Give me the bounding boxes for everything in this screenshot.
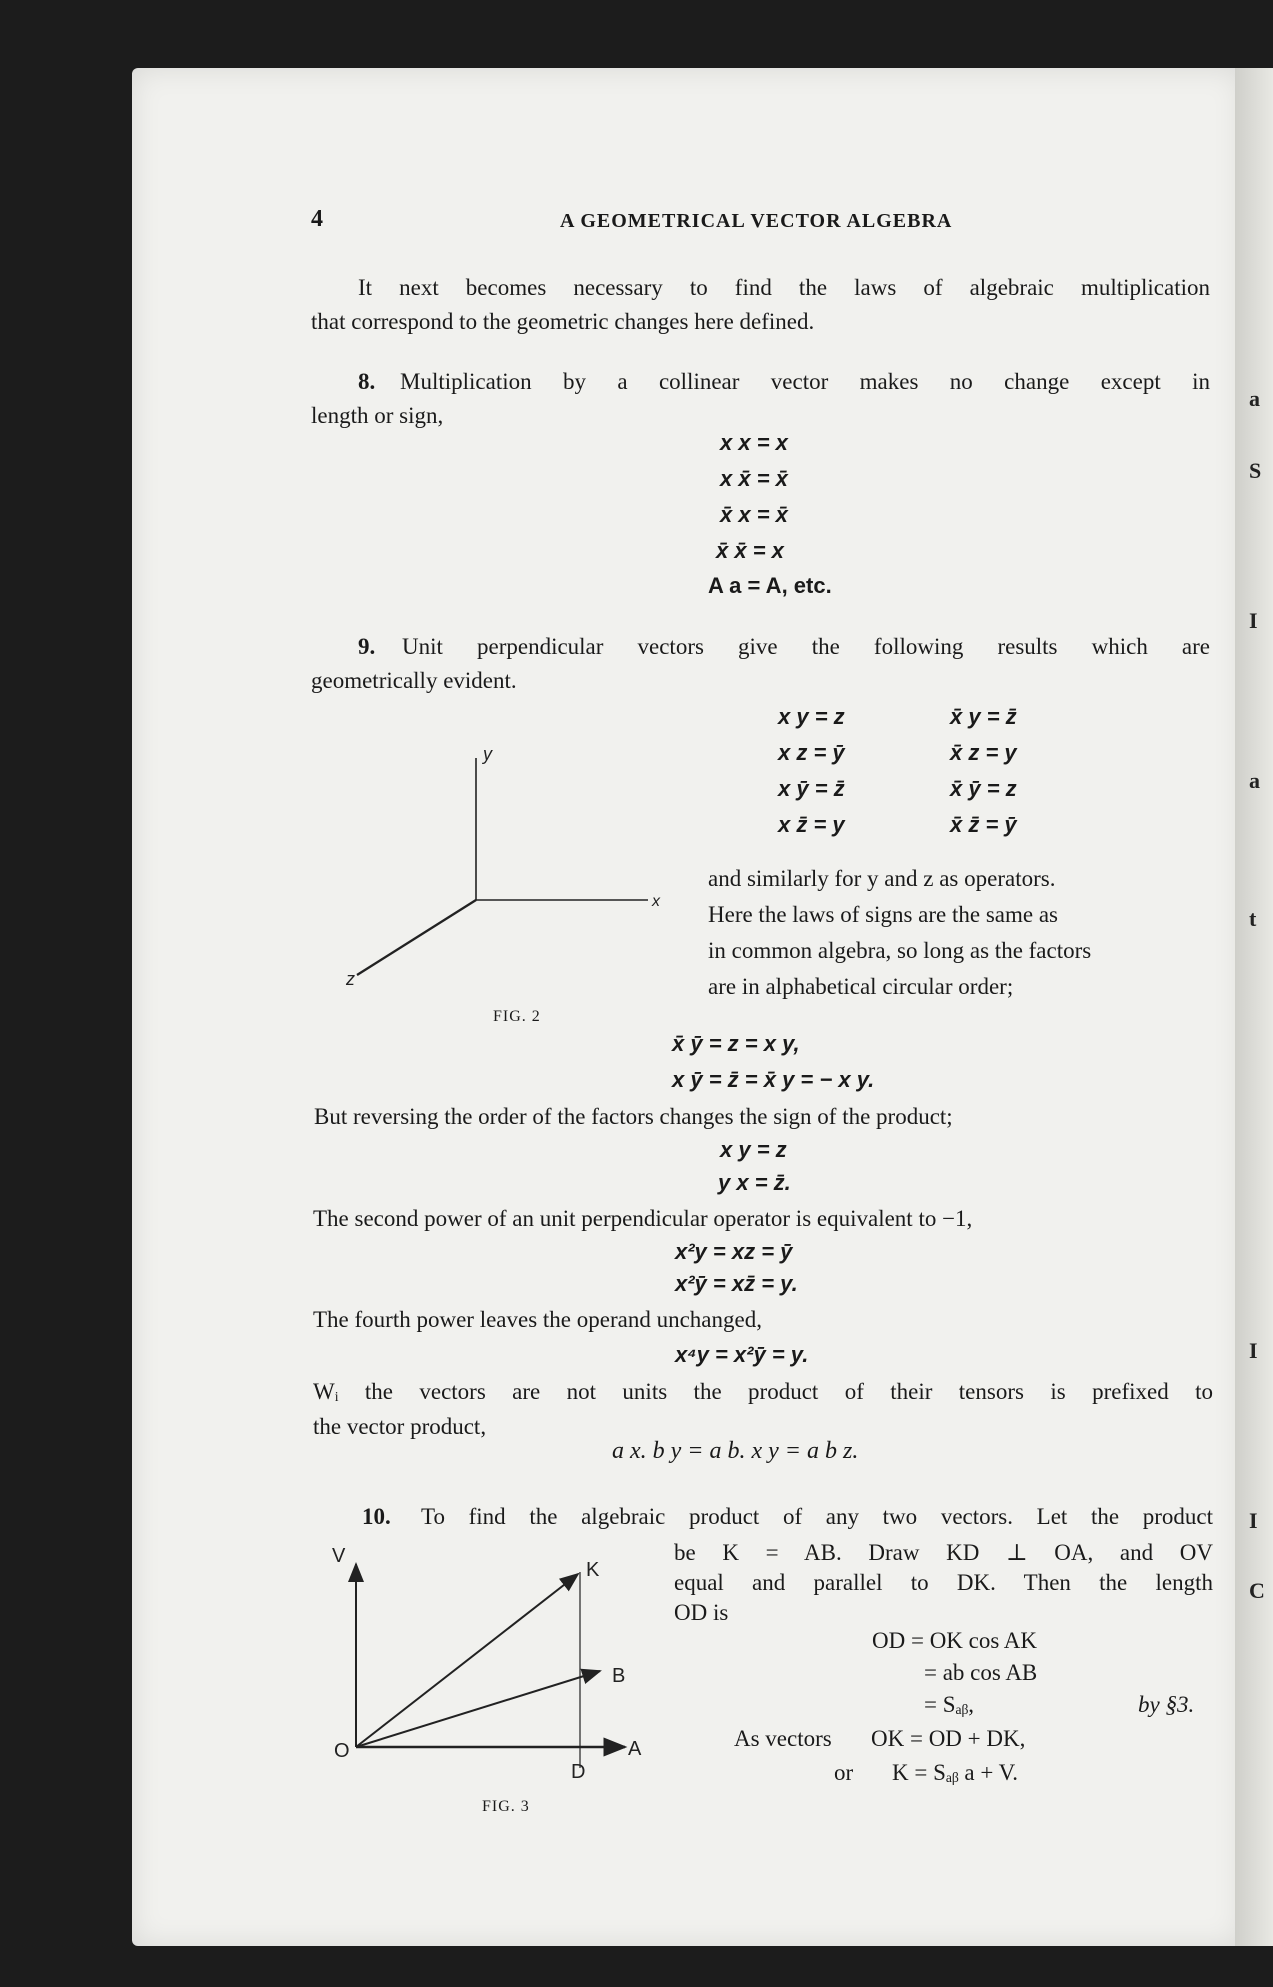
intro-line-1: It next becomes necessary to find the laws of algebraic multiplication	[358, 275, 1210, 300]
section-8-line-1: Multiplication by a collinear vector makes no change except in	[400, 369, 1210, 394]
equation: x²ȳ = xz̄ = y.	[675, 1271, 798, 1296]
o-label: O	[334, 1740, 350, 1762]
k-label: K	[586, 1559, 600, 1581]
side-text-line-3: in common algebra, so long as the factors	[708, 938, 1092, 963]
edge-mark: a	[1249, 768, 1260, 793]
b-label: B	[612, 1665, 626, 1687]
equation: x̄ z̄ = ȳ	[950, 812, 1017, 837]
equation: x x = x	[720, 430, 788, 455]
vector-ok	[356, 1574, 578, 1747]
equation: A a = A, etc.	[708, 573, 832, 598]
section-10-line-1: To find the algebraic product of any two vectors. Let the product	[421, 1504, 1213, 1529]
d-label: D	[571, 1761, 586, 1780]
v-label: V	[332, 1545, 346, 1567]
z-label: z	[346, 969, 355, 989]
section-10-line-2: be K = AB. Draw KD ⊥ OA, and OV	[674, 1540, 1213, 1565]
equation-label: As vectors	[734, 1726, 832, 1751]
equation: x̄ y = z̄	[950, 704, 1017, 729]
a-label: A	[628, 1738, 642, 1760]
edge-mark: t	[1249, 906, 1257, 931]
equation: OK = OD + DK,	[871, 1726, 1026, 1751]
tensor-text-line-1: W⁠ᵢ the vectors are not units the product of their tensors is prefixed to	[313, 1379, 1213, 1404]
intro-line-2: that correspond to the geometric changes here defined.	[311, 309, 815, 334]
adjacent-page-edge	[1235, 68, 1273, 1946]
edge-mark: a	[1249, 386, 1260, 411]
equation: x̄ x = x̄	[720, 502, 788, 527]
section-10-number: 10.	[362, 1504, 391, 1529]
equation: x̄ ȳ = z	[950, 776, 1017, 801]
equation: x⁴y = x²ȳ = y.	[675, 1342, 809, 1367]
reverse-order-text: But reversing the order of the factors changes the sign of the product;	[314, 1104, 953, 1129]
edge-mark: I	[1249, 1508, 1258, 1533]
page-number: 4	[311, 206, 323, 232]
equation: x̄ x̄ = x	[716, 538, 784, 563]
equation: x̄ ȳ = z = x y,	[672, 1031, 800, 1056]
equation: = Sₐᵦ,	[924, 1692, 975, 1717]
edge-mark: I	[1249, 1338, 1258, 1363]
figure-2-caption: FIG. 2	[493, 1008, 541, 1025]
tensor-text-line-2: the vector product,	[313, 1414, 487, 1439]
equation: x z = ȳ	[778, 740, 845, 765]
equation: y x = z̄.	[718, 1170, 791, 1195]
running-header: A GEOMETRICAL VECTOR ALGEBRA	[560, 210, 953, 232]
edge-mark: C	[1249, 1578, 1265, 1603]
edge-mark: S	[1249, 458, 1262, 483]
section-10-line-3: equal and parallel to DK. Then the length	[674, 1570, 1213, 1595]
x-label: x	[652, 893, 660, 910]
section-reference: by §3.	[1138, 1692, 1195, 1717]
section-8-line-2: length or sign,	[311, 403, 444, 428]
z-axis	[357, 900, 476, 975]
y-label: y	[483, 744, 492, 764]
equation: x y = z	[778, 704, 845, 729]
second-power-text: The second power of an unit perpendicular operator is equivalent to −1,	[313, 1206, 973, 1231]
equation: x²y = xz = ȳ	[675, 1239, 793, 1264]
figure-3-caption: FIG. 3	[482, 1798, 530, 1815]
section-10-line-4: OD is	[674, 1600, 729, 1625]
equation: x̄ z = y	[950, 740, 1017, 765]
section-8-number: 8.	[358, 369, 376, 394]
equation: x ȳ = z̄ = x̄ y = − x y.	[672, 1067, 875, 1092]
equation: a x. b y = a b. x y = a b z.	[612, 1438, 859, 1464]
equation-label: or	[834, 1760, 854, 1785]
equation: x z̄ = y	[778, 812, 845, 837]
equation: x y = z	[720, 1137, 787, 1162]
fourth-power-text: The fourth power leaves the operand unchanged,	[313, 1307, 762, 1332]
figure-2-axes-diagram	[330, 735, 680, 1035]
figure-3-vector-diagram	[320, 1540, 660, 1780]
equation: OD = OK cos AK	[872, 1628, 1038, 1653]
side-text-line-2: Here the laws of signs are the same as	[708, 902, 1058, 927]
book-page	[132, 68, 1242, 1946]
edge-mark: I	[1249, 608, 1258, 633]
side-text-line-4: are in alphabetical circular order;	[708, 974, 1014, 999]
equation: = ab cos AB	[924, 1660, 1038, 1685]
side-text-line-1: and similarly for y and z as operators.	[708, 866, 1056, 891]
equation: x ȳ = z̄	[778, 776, 845, 801]
section-9-number: 9.	[358, 634, 376, 659]
equation: K = Sₐᵦ a + V.	[892, 1760, 1019, 1785]
section-9-line-2: geometrically evident.	[311, 668, 517, 693]
section-9-line-1: Unit perpendicular vectors give the following results which are	[402, 634, 1210, 659]
equation: x x̄ = x̄	[720, 466, 788, 491]
vector-ob	[356, 1671, 600, 1747]
